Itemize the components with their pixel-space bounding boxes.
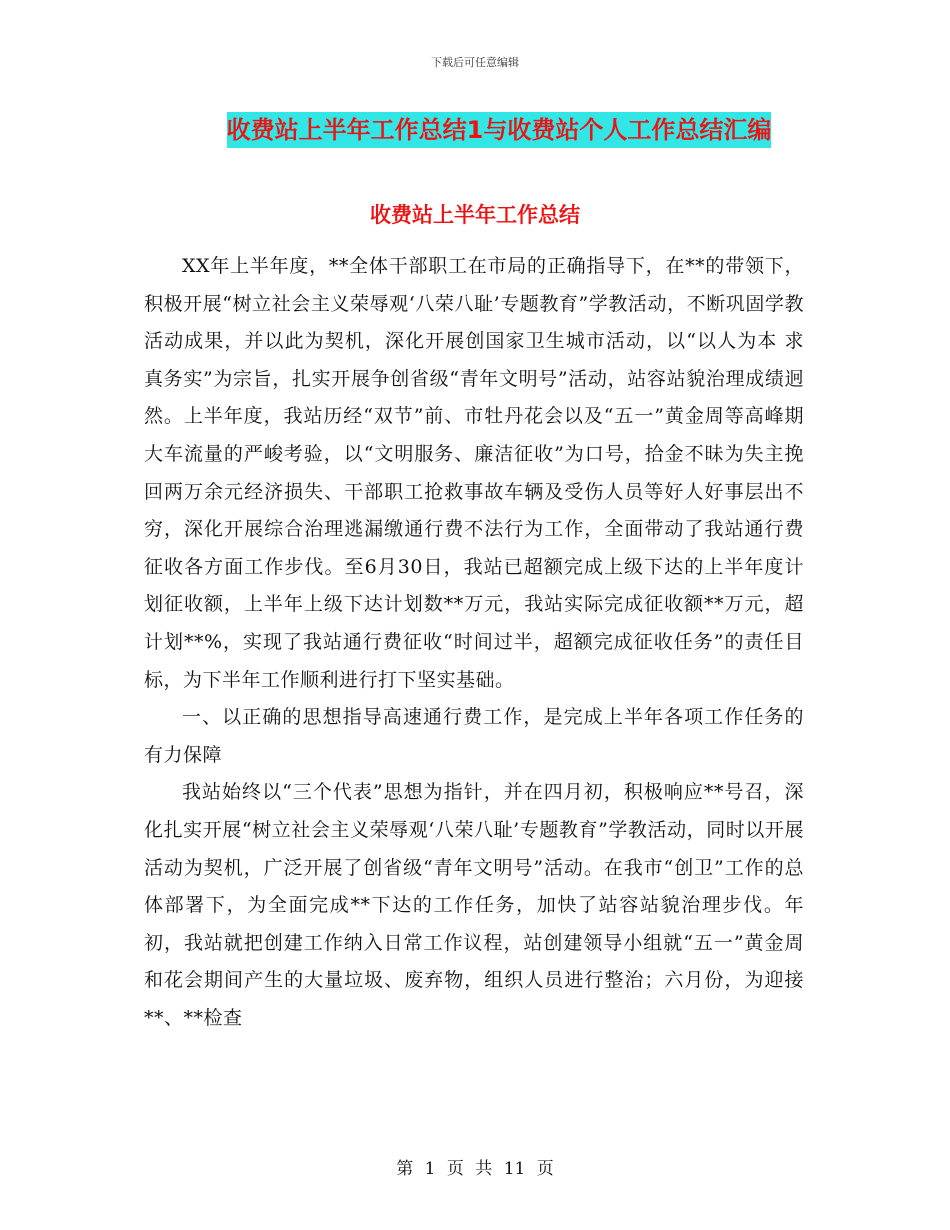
header-note: 下载后可任意编辑 <box>431 56 519 69</box>
section-title: 收费站上半年工作总结 <box>370 203 580 227</box>
page-footer: 第 1 页 共 11 页 <box>396 1159 554 1179</box>
main-title-container <box>0 112 950 148</box>
document-main-title: 收费站上半年工作总结1与收费站个人工作总结汇编 <box>227 112 772 148</box>
paragraph-heading-1: 一、以正确的思想指导高速通行费工作，是完成上半年各项工作任务的有力保障 <box>144 706 804 766</box>
document-body <box>144 248 804 1037</box>
paragraph-intro: XX年上半年度，**全体干部职工在市局的正确指导下，在**的带领下，积极开展“树立社会主义荣辱观‘八荣八耻’专题教育”学教活动，不断巩固学教活动成果，并以此为契机，深化开展创国家卫生城市活动，以“以人为本 求真务实”为宗旨，扎实开展争创省级“青年文明号”活动，站容站貌治理成绩迥然。上半年度，我站历经“双节”前、市牡丹花会以及“五一”黄金周等高峰期大车流量的严峻考验，以“文明服务、廉洁征收”为口号，拾金不昧为失主挽回两万余元经济损失、干部职工抢救事故车辆及受伤人员等好人好事层出不穷，深化开展综合治理逃漏缴通行费不法行为工作，全面带动了我站通行费征收各方面工作步伐。至6月30日，我站已超额完成上级下达的上半年度计划征收额，上半年上级下达计划数**万元，我站实际完成征收额**万元，超计划**%，实现了我站通行费征收“时间过半，超额完成征收任务”的责任目标，为下半年工作顺利进行打下坚实基础。 <box>144 255 804 691</box>
paragraph-section-1: 我站始终以“三个代表”思想为指针，并在四月初，积极响应**号召，深化扎实开展“树立社会主义荣辱观‘八荣八耻’专题教育”学教活动，同时以开展活动为契机，广泛开展了创省级“青年文明号”活动。在我市“创卫”工作的总体部署下，为全面完成**下达的工作任务，加快了站容站貌治理步伐。年初，我站就把创建工作纳入日常工作议程，站创建领导小组就“五一”黄金周和花会期间产生的大量垃圾、废弃物，组织人员进行整治；六月份，为迎接**、**检查 <box>144 781 804 1029</box>
